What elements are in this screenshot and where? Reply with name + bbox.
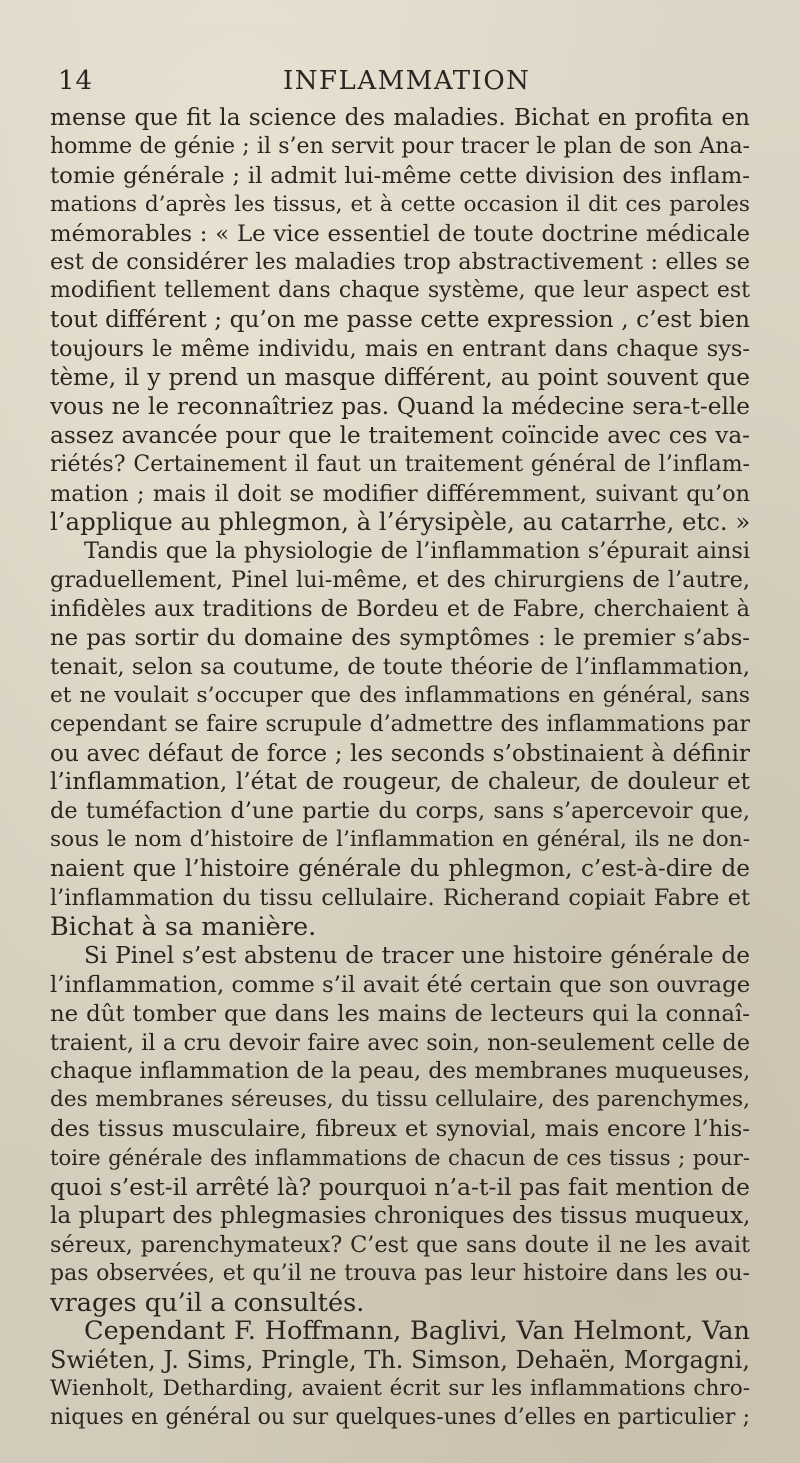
text-line: des tissus musculaire, fibreux et synovial, mais encore l’his-	[50, 1116, 750, 1143]
text-line: Swiéten, J. Sims, Pringle, Th. Simson, Dehaën, Morgagni,	[50, 1346, 750, 1375]
text-line: Cependant F. Hoffmann, Baglivi, Van Helmont, Van	[84, 1317, 750, 1347]
text-line: de tuméfaction d’une partie du corps, sans s’apercevoir que,	[50, 798, 750, 825]
text-line: tème, il y prend un masque différent, au point souvent que	[50, 364, 750, 392]
text-line: mations d’après les tissus, et à cette occasion il dit ces paroles	[50, 191, 750, 217]
text-line: toujours le même individu, mais en entrant dans chaque sys-	[50, 336, 750, 363]
text-line: traient, il a cru devoir faire avec soin, non-seulement celle de	[50, 1029, 750, 1056]
body-text	[50, 104, 750, 1433]
text-line: cependant se faire scrupule d’admettre des inflammations par	[50, 711, 750, 737]
text-line: est de considérer les maladies trop abstractivement : elles se	[50, 249, 750, 276]
text-line: homme de génie ; il s’en servit pour tracer le plan de son Ana-	[50, 133, 750, 159]
text-line: Tandis que la physiologie de l’inflammation s’épurait ainsi	[84, 538, 750, 565]
text-line: graduellement, Pinel lui-même, et des chirurgiens de l’autre,	[50, 567, 750, 594]
text-line: l’inflammation du tissu cellulaire. Richerand copiait Fabre et	[50, 885, 750, 912]
text-line: pas observées, et qu’il ne trouva pas leur histoire dans les ou-	[50, 1260, 750, 1286]
text-line: riétés? Certainement il faut un traitement général de l’inflam-	[50, 451, 750, 477]
text-line: l’applique au phlegmon, à l’érysipèle, au catarrhe, etc. »	[50, 508, 750, 537]
text-line: vous ne le reconnaîtriez pas. Quand la médecine sera-t-elle	[50, 392, 750, 420]
text-line: chaque inflammation de la peau, des membranes muqueuses,	[50, 1058, 750, 1085]
text-line: mation ; mais il doit se modifier différemment, suivant qu’on	[50, 480, 750, 507]
text-line: des membranes séreuses, du tissu cellulaire, des parenchymes,	[50, 1087, 750, 1113]
text-line: tout différent ; qu’on me passe cette expression , c’est bien	[50, 306, 750, 334]
page-number: 14	[58, 66, 94, 96]
text-line: vrages qu’il a consultés.	[50, 1288, 365, 1318]
text-line: l’inflammation, l’état de rougeur, de chaleur, de douleur et	[50, 768, 750, 796]
text-line: ou avec défaut de force ; les seconds s’obstinaient à définir	[50, 739, 750, 767]
text-line: l’inflammation, comme s’il avait été certain que son ouvrage	[50, 971, 750, 998]
text-line: Wienholt, Detharding, avaient écrit sur les inflammations chro-	[50, 1376, 750, 1402]
text-line: Bichat à sa manière.	[50, 912, 317, 942]
text-line: ne dût tomber que dans les mains de lecteurs qui la connaî-	[50, 1000, 750, 1027]
text-line: assez avancée pour que le traitement coïncide avec ces va-	[50, 421, 750, 449]
text-line: tenait, selon sa coutume, de toute théorie de l’inflammation,	[50, 653, 750, 680]
text-line: mense que fit la science des maladies. Bichat en profita en	[50, 104, 750, 131]
text-line: naient que l’histoire générale du phlegmon, c’est-à-dire de	[50, 855, 750, 883]
text-line: niques en général ou sur quelques-unes d’elles en particulier ;	[50, 1405, 750, 1431]
text-line: infidèles aux traditions de Bordeu et de Fabre, cherchaient à	[50, 596, 750, 623]
running-head	[58, 66, 748, 106]
text-line: la plupart des phlegmasies chroniques des tissus muqueux,	[50, 1201, 750, 1229]
text-line: quoi s’est-il arrêté là? pourquoi n’a-t-il pas fait mention de	[50, 1172, 750, 1201]
text-line: modifient tellement dans chaque système, que leur aspect est	[50, 278, 750, 304]
text-line: Si Pinel s’est abstenu de tracer une histoire générale de	[84, 941, 750, 969]
text-line: ne pas sortir du domaine des symptômes : le premier s’abs-	[50, 625, 750, 652]
text-line: tomie générale ; il admit lui-même cette division des inflam-	[50, 162, 750, 189]
text-line: sous le nom d’histoire de l’inflammation en général, ils ne don-	[50, 827, 750, 853]
running-title: INFLAMMATION	[283, 66, 531, 96]
text-line: mémorables : « Le vice essentiel de toute doctrine médicale	[50, 220, 750, 247]
text-line: séreux, parenchymateux? C’est que sans doute il ne les avait	[50, 1231, 750, 1258]
text-line: et ne voulait s’occuper que des inflammations en général, sans	[50, 682, 750, 708]
text-line: toire générale des inflammations de chacun de ces tissus ; pour-	[50, 1145, 750, 1171]
